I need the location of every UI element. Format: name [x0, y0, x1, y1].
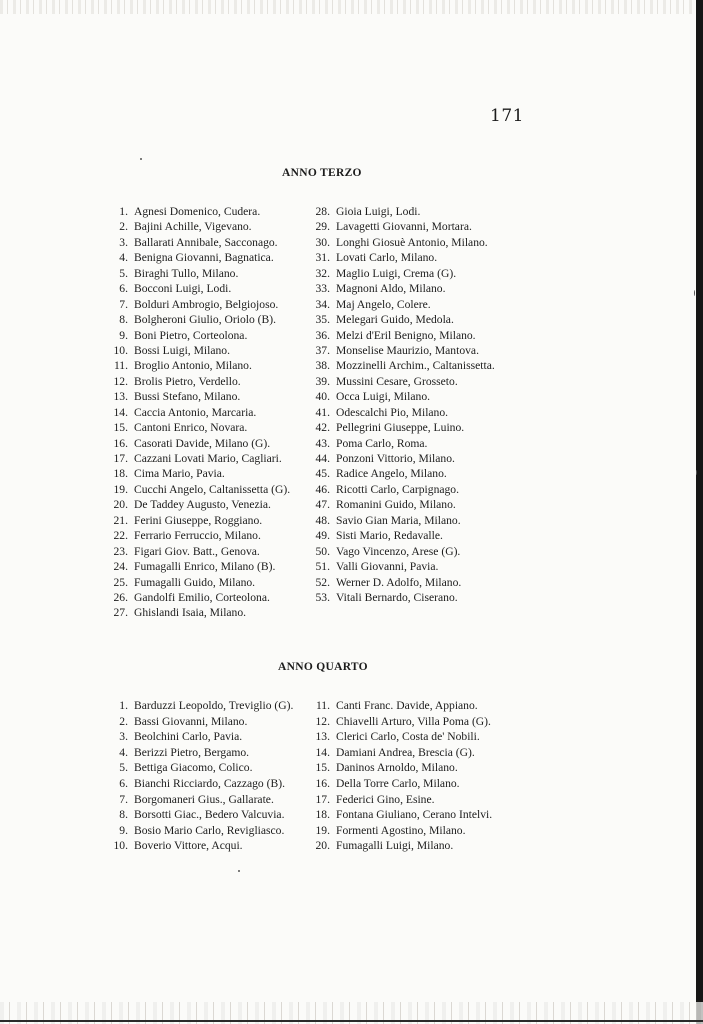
entry-number: 16. — [113, 436, 128, 450]
entry-text: Gandolfi Emilio, Corteolona. — [134, 590, 270, 604]
entry-number: 16. — [315, 776, 330, 790]
entry-number: 47. — [315, 498, 330, 512]
entry-number: 23. — [113, 544, 128, 558]
entry-number: 33. — [315, 282, 330, 296]
entry-text: Monselise Maurizio, Mantova. — [336, 343, 479, 357]
entry-number: 13. — [113, 390, 128, 404]
entry-text: Clerici Carlo, Costa de' Nobili. — [336, 730, 480, 744]
list-entry — [104, 204, 290, 219]
list-entry — [306, 235, 495, 250]
entry-number: 4. — [119, 251, 128, 265]
entry-text: Pellegrini Giuseppe, Luino. — [336, 421, 465, 435]
entry-number: 6. — [119, 282, 128, 296]
entry-number: 41. — [315, 405, 330, 419]
entry-text: Bocconi Luigi, Lodi. — [134, 282, 232, 296]
list-entry — [104, 219, 290, 234]
entry-number: 4. — [119, 745, 128, 759]
list-entry — [306, 466, 495, 481]
entry-number: 3. — [119, 235, 128, 249]
entry-number: 36. — [315, 328, 330, 342]
list-entry — [104, 420, 290, 435]
entry-text: Brolis Pietro, Verdello. — [134, 374, 241, 388]
entry-number: 11. — [315, 699, 330, 712]
entry-text: De Taddey Augusto, Venezia. — [134, 498, 271, 512]
entry-text: Poma Carlo, Roma. — [336, 436, 428, 450]
entry-number: 20. — [315, 839, 330, 853]
entry-number: 2. — [119, 714, 128, 728]
entry-number: 21. — [113, 513, 128, 527]
entry-number: 9. — [119, 823, 128, 837]
list-entry — [306, 389, 495, 404]
list-entry — [306, 328, 495, 343]
list-entry — [104, 343, 290, 358]
entry-text: Fumagalli Luigi, Milano. — [336, 839, 454, 853]
anno-terzo-left-column — [104, 204, 290, 621]
section-title-anno-terzo: ANNO TERZO — [282, 167, 362, 179]
list-entry — [306, 792, 492, 808]
entry-text: Fumagalli Enrico, Milano (B). — [134, 560, 276, 574]
entry-number: 8. — [119, 313, 128, 327]
entry-text: Bossi Luigi, Milano. — [134, 343, 230, 357]
entry-number: 32. — [315, 266, 330, 280]
entry-number: 5. — [119, 761, 128, 775]
entry-text: Magnoni Aldo, Milano. — [336, 282, 446, 296]
entry-text: Cantoni Enrico, Novara. — [134, 421, 248, 435]
entry-number: 7. — [119, 297, 128, 311]
list-entry — [306, 281, 495, 296]
list-entry — [306, 297, 495, 312]
entry-text: Sisti Mario, Redavalle. — [336, 529, 443, 543]
page-right-edge — [696, 0, 703, 1024]
entry-number: 51. — [315, 560, 330, 574]
list-entry — [306, 219, 495, 234]
entry-number: 12. — [113, 374, 128, 388]
list-entry — [306, 559, 495, 574]
entry-number: 25. — [113, 575, 128, 589]
entry-text: Melzi d'Eril Benigno, Milano. — [336, 328, 476, 342]
paper-speck — [140, 158, 142, 160]
entry-number: 48. — [315, 513, 330, 527]
entry-text: Della Torre Carlo, Milano. — [336, 776, 460, 790]
list-entry — [104, 389, 290, 404]
page-number: 171 — [490, 106, 524, 126]
entry-number: 46. — [315, 482, 330, 496]
list-entry — [306, 760, 492, 776]
entry-text: Ballarati Annibale, Sacconago. — [134, 235, 278, 249]
list-entry — [306, 358, 495, 373]
entry-text: Ferini Giuseppe, Roggiano. — [134, 513, 263, 527]
list-entry — [104, 544, 290, 559]
list-entry — [306, 838, 492, 854]
entry-number: 1. — [119, 699, 128, 712]
list-entry — [306, 590, 495, 605]
entry-text: Vago Vincenzo, Arese (G). — [336, 544, 461, 558]
entry-number: 22. — [113, 529, 128, 543]
list-entry — [306, 497, 495, 512]
section-title-anno-quarto: ANNO QUARTO — [278, 661, 368, 673]
list-entry — [104, 482, 290, 497]
entry-text: Ponzoni Vittorio, Milano. — [336, 452, 455, 465]
entry-number: 1. — [119, 205, 128, 218]
list-entry — [104, 823, 293, 839]
entry-number: 49. — [315, 529, 330, 543]
list-entry — [104, 436, 290, 451]
list-entry — [306, 436, 495, 451]
entry-number: 17. — [315, 792, 330, 806]
list-entry — [104, 776, 293, 792]
entry-number: 34. — [315, 297, 330, 311]
entry-number: 19. — [315, 823, 330, 837]
entry-text: Cazzani Lovati Mario, Cagliari. — [134, 452, 282, 465]
list-entry — [306, 575, 495, 590]
entry-text: Broglio Antonio, Milano. — [134, 359, 252, 373]
entry-number: 42. — [315, 421, 330, 435]
entry-number: 19. — [113, 482, 128, 496]
list-entry — [306, 823, 492, 839]
paper-speck — [238, 870, 240, 872]
entry-text: Casorati Davide, Milano (G). — [134, 436, 271, 450]
list-entry — [104, 328, 290, 343]
list-entry — [104, 838, 293, 854]
list-entry — [104, 451, 290, 466]
entry-text: Figari Giov. Batt., Genova. — [134, 544, 260, 558]
entry-text: Werner D. Adolfo, Milano. — [336, 575, 462, 589]
entry-text: Boni Pietro, Corteolona. — [134, 328, 248, 342]
entry-text: Vitali Bernardo, Ciserano. — [336, 590, 458, 604]
entry-number: 13. — [315, 730, 330, 744]
entry-number: 20. — [113, 498, 128, 512]
entry-text: Barduzzi Leopoldo, Treviglio (G). — [134, 699, 294, 712]
entry-number: 9. — [119, 328, 128, 342]
entry-number: 2. — [119, 220, 128, 234]
entry-text: Daninos Arnoldo, Milano. — [336, 761, 458, 775]
list-entry — [306, 266, 495, 281]
list-entry — [306, 405, 495, 420]
entry-text: Bianchi Ricciardo, Cazzago (B). — [134, 776, 285, 790]
list-entry — [104, 714, 293, 730]
list-entry — [104, 497, 290, 512]
entry-number: 27. — [113, 606, 128, 620]
list-entry — [104, 559, 290, 574]
entry-text: Gioia Luigi, Lodi. — [336, 205, 421, 218]
entry-number: 8. — [119, 808, 128, 822]
entry-number: 50. — [315, 544, 330, 558]
list-entry — [104, 374, 290, 389]
entry-text: Ferrario Ferruccio, Milano. — [134, 529, 261, 543]
entry-text: Odescalchi Pio, Milano. — [336, 405, 449, 419]
entry-number: 38. — [315, 359, 330, 373]
list-entry — [306, 250, 495, 265]
entry-text: Bosio Mario Carlo, Revigliasco. — [134, 823, 285, 837]
list-entry — [104, 466, 290, 481]
paper-speck — [694, 290, 695, 296]
entry-text: Benigna Giovanni, Bagnatica. — [134, 251, 274, 265]
entry-number: 28. — [315, 205, 330, 218]
entry-text: Radice Angelo, Milano. — [336, 467, 447, 481]
entry-number: 35. — [315, 313, 330, 327]
list-entry — [306, 451, 495, 466]
list-entry — [306, 745, 492, 761]
entry-number: 11. — [113, 359, 128, 373]
entry-number: 29. — [315, 220, 330, 234]
list-entry — [306, 807, 492, 823]
list-entry — [306, 312, 495, 327]
entry-text: Cima Mario, Pavia. — [134, 467, 225, 481]
list-entry — [104, 698, 293, 714]
entry-text: Boverio Vittore, Acqui. — [134, 839, 243, 853]
entry-number: 15. — [113, 421, 128, 435]
page-bottom-border — [0, 1020, 703, 1022]
entry-number: 40. — [315, 390, 330, 404]
entry-text: Lovati Carlo, Milano. — [336, 251, 438, 265]
entry-number: 10. — [113, 343, 128, 357]
anno-quarto-right-column — [306, 698, 492, 854]
entry-number: 45. — [315, 467, 330, 481]
entry-text: Beolchini Carlo, Pavia. — [134, 730, 243, 744]
anno-terzo-right-column — [306, 204, 495, 605]
entry-text: Formenti Agostino, Milano. — [336, 823, 466, 837]
entry-number: 10. — [113, 839, 128, 853]
entry-number: 14. — [113, 405, 128, 419]
list-entry — [104, 745, 293, 761]
entry-number: 18. — [113, 467, 128, 481]
list-entry — [104, 807, 293, 823]
list-entry — [306, 698, 492, 714]
anno-quarto-left-column — [104, 698, 293, 854]
entry-text: Mussini Cesare, Grosseto. — [336, 374, 458, 388]
entry-text: Borgomaneri Gius., Gallarate. — [134, 792, 274, 806]
entry-number: 12. — [315, 714, 330, 728]
entry-text: Agnesi Domenico, Cudera. — [134, 205, 261, 218]
entry-text: Maj Angelo, Colere. — [336, 297, 431, 311]
page-top-edge — [0, 0, 703, 14]
list-entry — [306, 420, 495, 435]
list-entry — [104, 760, 293, 776]
entry-number: 37. — [315, 343, 330, 357]
entry-text: Bolgheroni Giulio, Oriolo (B). — [134, 313, 277, 327]
list-entry — [104, 729, 293, 745]
list-entry — [306, 544, 495, 559]
entry-text: Chiavelli Arturo, Villa Poma (G). — [336, 714, 491, 728]
entry-number: 53. — [315, 590, 330, 604]
entry-text: Caccia Antonio, Marcaria. — [134, 405, 257, 419]
entry-text: Longhi Giosuè Antonio, Milano. — [336, 235, 488, 249]
entry-text: Ghislandi Isaia, Milano. — [134, 606, 247, 620]
list-entry — [104, 297, 290, 312]
paper-speck — [696, 470, 697, 475]
entry-number: 30. — [315, 235, 330, 249]
entry-number: 26. — [113, 590, 128, 604]
entry-text: Bajini Achille, Vigevano. — [134, 220, 252, 234]
list-entry — [306, 729, 492, 745]
list-entry — [104, 235, 290, 250]
list-entry — [104, 405, 290, 420]
entry-number: 52. — [315, 575, 330, 589]
entry-text: Melegari Guido, Medola. — [336, 313, 454, 327]
entry-text: Bussi Stefano, Milano. — [134, 390, 241, 404]
entry-text: Bassi Giovanni, Milano. — [134, 714, 248, 728]
entry-text: Berizzi Pietro, Bergamo. — [134, 745, 250, 759]
entry-number: 5. — [119, 266, 128, 280]
entry-text: Mozzinelli Archim., Caltanissetta. — [336, 359, 495, 373]
list-entry — [104, 528, 290, 543]
list-entry — [104, 513, 290, 528]
list-entry — [306, 374, 495, 389]
list-entry — [104, 281, 290, 296]
list-entry — [104, 266, 290, 281]
entry-text: Fumagalli Guido, Milano. — [134, 575, 256, 589]
entry-text: Fontana Giuliano, Cerano Intelvi. — [336, 808, 493, 822]
entry-text: Bolduri Ambrogio, Belgiojoso. — [134, 297, 279, 311]
entry-number: 14. — [315, 745, 330, 759]
entry-text: Cucchi Angelo, Caltanissetta (G). — [134, 482, 291, 496]
entry-text: Valli Giovanni, Pavia. — [336, 560, 439, 574]
list-entry — [104, 358, 290, 373]
entry-text: Canti Franc. Davide, Appiano. — [336, 699, 478, 712]
entry-text: Lavagetti Giovanni, Mortara. — [336, 220, 472, 234]
entry-number: 31. — [315, 251, 330, 265]
entry-text: Savio Gian Maria, Milano. — [336, 513, 461, 527]
list-entry — [104, 250, 290, 265]
entry-text: Occa Luigi, Milano. — [336, 390, 431, 404]
entry-number: 15. — [315, 761, 330, 775]
entry-number: 3. — [119, 730, 128, 744]
entry-number: 18. — [315, 808, 330, 822]
entry-text: Bettiga Giacomo, Colico. — [134, 761, 253, 775]
entry-text: Federici Gino, Esine. — [336, 792, 435, 806]
list-entry — [104, 792, 293, 808]
list-entry — [306, 343, 495, 358]
entry-number: 24. — [113, 560, 128, 574]
entry-text: Ricotti Carlo, Carpignago. — [336, 482, 460, 496]
entry-text: Romanini Guido, Milano. — [336, 498, 456, 512]
list-entry — [104, 605, 290, 620]
list-entry — [306, 776, 492, 792]
entry-text: Biraghi Tullo, Milano. — [134, 266, 239, 280]
list-entry — [104, 590, 290, 605]
entry-number: 44. — [315, 452, 330, 465]
entry-text: Borsotti Giac., Bedero Valcuvia. — [134, 808, 285, 822]
list-entry — [306, 714, 492, 730]
list-entry — [104, 312, 290, 327]
list-entry — [104, 575, 290, 590]
entry-number: 39. — [315, 374, 330, 388]
entry-number: 6. — [119, 776, 128, 790]
entry-number: 7. — [119, 792, 128, 806]
entry-text: Damiani Andrea, Brescia (G). — [336, 745, 475, 759]
list-entry — [306, 528, 495, 543]
list-entry — [306, 204, 495, 219]
list-entry — [306, 513, 495, 528]
list-entry — [306, 482, 495, 497]
entry-text: Maglio Luigi, Crema (G). — [336, 266, 457, 280]
entry-number: 17. — [113, 452, 128, 465]
entry-number: 43. — [315, 436, 330, 450]
